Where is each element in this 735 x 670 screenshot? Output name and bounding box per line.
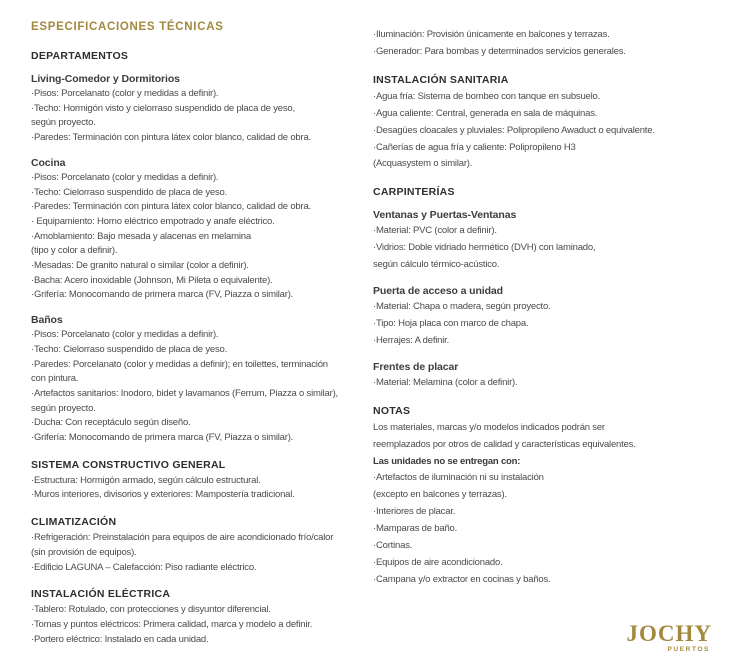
spec-block [373,285,707,350]
spec-line: según cálculo térmico-acústico. [373,259,500,271]
spec-block [373,89,707,174]
spec-line: ·Material: Chapa o madera, según proyecto. [373,301,551,313]
spec-line: ·Paredes: Porcelanato (color y medidas a definir); en toilettes, terminación [31,358,328,370]
spec-line: ·Tipo: Hoja placa con marco de chapa. [373,317,529,329]
jochy-logo [627,623,713,653]
spec-line: ·Paredes: Terminación con pintura látex color blanco, calidad de obra. [31,201,311,213]
spec-line: · Equipamiento: Horno eléctrico empotrado y anafe eléctrico. [31,215,275,227]
spec-line: ·Tablero: Rotulado, con protecciones y disyuntor diferencial. [31,604,271,616]
section [31,516,373,575]
spec-line: ·Agua caliente: Central, generada en sala de máquinas. [373,107,598,119]
spec-line: ·Desagües cloacales y pluviales: Polipropileno Awaduct o equivalente. [373,124,655,136]
spec-line: (Acquasystem o similar). [373,158,473,170]
spec-line: (sin provisión de equipos). [31,546,137,558]
spec-line: ·Grifería: Monocomando de primera marca (FV, Piazza o similar). [31,432,294,444]
section-heading: INSTALACIÓN ELÉCTRICA [31,588,171,601]
block-subheading: Cocina [31,156,66,169]
spec-line: (tipo y color a definir). [31,245,118,257]
spec-line: ·Techo: Cielorraso suspendido de placa de yeso. [31,186,228,198]
page-title: ESPECIFICACIONES TÉCNICAS [31,21,224,33]
section-heading: CLIMATIZACIÓN [31,516,117,529]
spec-line: ·Techo: Cielorraso suspendido de placa de yeso. [31,343,228,355]
spec-line: ·Amoblamiento: Bajo mesada y alacenas en melamina [31,230,251,242]
spec-line: ·Pisos: Porcelanato (color y medidas a definir). [31,171,219,183]
spec-line: ·Iluminación: Provisión únicamente en balcones y terrazas. [373,29,610,40]
spec-line: ·Pisos: Porcelanato (color y medidas a definir). [31,88,219,99]
section-heading: CARPINTERÍAS [373,186,455,199]
spec-line: ·Material: PVC (color a definir). [373,225,497,237]
logo-wordmark: JOCHY [626,621,712,646]
spec-line: ·Cortinas. [373,540,413,552]
spec-block [373,361,707,392]
spec-line: ·Edificio LAGUNA – Calefacción: Piso radiante eléctrico. [31,561,257,573]
section [31,50,373,446]
spec-line: Los materiales, marcas y/o modelos indicados podrán ser [373,421,605,433]
section [31,459,373,503]
spec-line: ·Portero eléctrico: Instalado en cada unidad. [31,633,209,645]
columns-wrapper [31,29,707,647]
spec-line: ·Tomas y puntos eléctricos: Primera calidad, marca y modelo a definir. [31,618,313,630]
spec-block [31,474,373,503]
section [373,74,707,174]
spec-block [31,603,373,647]
spec-line: ·Bacha: Acero inoxidable (Johnson, Mi Pileta o equivalente). [31,274,273,286]
spec-line: ·Artefactos de iluminación ni su instalación [373,472,544,484]
section-heading: DEPARTAMENTOS [31,50,129,62]
section-heading: INSTALACIÓN SANITARIA [373,73,509,86]
block-subheading: Frentes de placar [373,360,459,373]
spec-block [31,73,373,146]
spec-line: ·Estructura: Hormigón armado, según cálculo estructural. [31,474,261,486]
spec-line: con pintura. [31,373,79,385]
section-heading: SISTEMA CONSTRUCTIVO GENERAL [31,458,226,471]
spec-line: ·Muros interiores, divisorios y exteriores: Mampostería tradicional. [31,489,295,501]
spec-line: ·Refrigeración: Preinstalación para equipos de aire acondicionado frío/calor [31,532,334,544]
spec-line: ·Paredes: Terminación con pintura látex color blanco, calidad de obra. [31,132,311,144]
spec-line: según proyecto. [31,402,96,414]
section-heading: NOTAS [373,404,411,417]
spec-line: ·Grifería: Monocomando de primera marca (FV, Piazza o similar). [31,289,294,301]
spec-line: ·Agua fría: Sistema de bombeo con tanque en subsuelo. [373,90,601,102]
spec-line: ·Herrajes: A definir. [373,334,450,346]
spec-block [31,314,373,446]
spec-line: ·Material: Melamina (color a definir). [373,376,518,388]
right-column [373,27,707,589]
spec-line: ·Vidrios: Doble vidriado hermético (DVH) con laminado, [373,242,596,254]
section [373,186,707,391]
spec-line: ·Mesadas: De granito natural o similar (color a definir). [31,260,249,272]
block-subheading: Baños [31,314,63,327]
block-subheading: Living-Comedor y Dormitorios [31,73,180,85]
spec-line: Las unidades no se entregan con: [373,455,521,467]
spec-line: ·Pisos: Porcelanato (color y medidas a definir). [31,329,219,341]
spec-line: ·Ducha: Con receptáculo según diseño. [31,417,191,429]
spec-line: ·Mamparas de baño. [373,523,458,535]
block-subheading: Ventanas y Puertas-Ventanas [373,209,517,222]
spec-block [373,27,707,61]
logo-tagline: PUERTOS [667,646,710,653]
section [373,405,707,589]
spec-line: ·Campana y/o extractor en cocinas y baños. [373,573,551,585]
block-subheading: Puerta de acceso a unidad [373,285,503,298]
spec-line: ·Techo: Hormigón visto y cielorraso suspendido de placa de yeso, [31,102,295,114]
spec-line: ·Generador: Para bombas y determinados servicios generales. [373,45,626,57]
spec-block [373,209,707,274]
spec-line: según proyecto. [31,117,96,129]
spec-line: reemplazados por otros de calidad y características equivalentes. [373,438,636,450]
spec-block [373,420,707,589]
spec-line: (excepto en balcones y terrazas). [373,489,507,501]
spec-block [31,531,373,575]
spec-block [31,157,373,303]
spec-line: ·Artefactos sanitarios: Inodoro, bidet y lavamanos (Ferrum, Piazza o similar), [31,387,338,399]
left-column [31,37,373,647]
spec-line: ·Equipos de aire acondicionado. [373,556,503,568]
spec-line: ·Cañerías de agua fría y caliente: Polipropileno H3 [373,141,576,153]
section [31,588,373,647]
spec-line: ·Interiores de placar. [373,506,456,518]
section [373,27,707,61]
